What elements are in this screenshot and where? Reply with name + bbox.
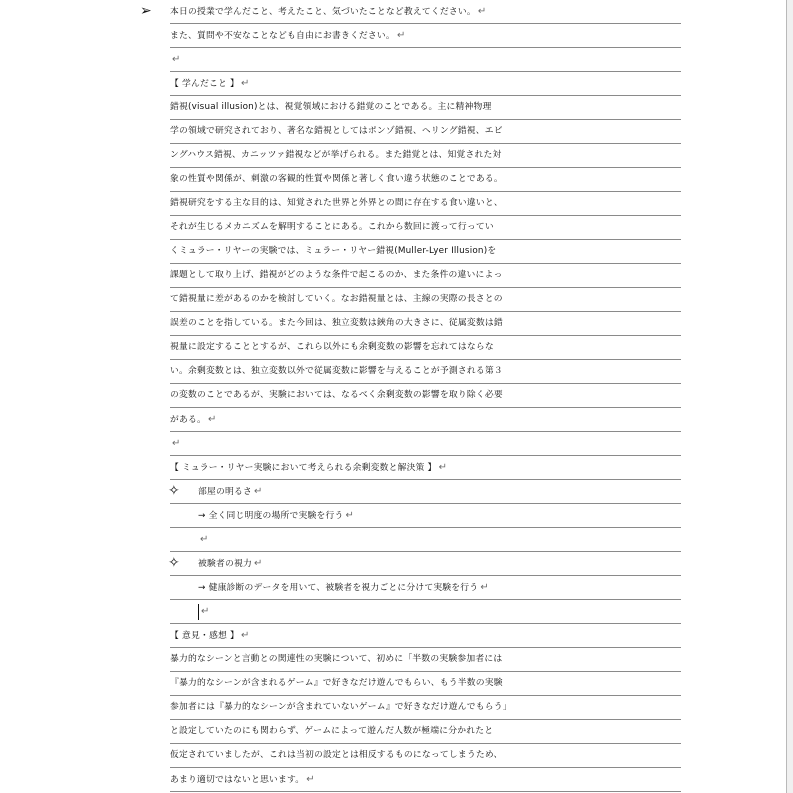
diamond-bullet-icon: ✧ [168, 555, 180, 571]
learned-line[interactable] [170, 96, 681, 120]
question-text-2: また、質問や不安なことなども自由にお書きください。 [170, 31, 395, 41]
opinion-text: 『暴力的なシーンが含まれるゲーム』で好きなだけ遊んでもらい、もう半数の実験 [170, 678, 503, 688]
learned-line[interactable] [170, 168, 681, 192]
paragraph-mark-icon: ↵ [253, 558, 263, 569]
learned-text: の変数のことであるが、実験においては、なるべく余剰変数の影響を取り除く必要 [170, 390, 503, 400]
opinion-line[interactable] [170, 720, 681, 744]
paragraph-mark-icon: ↵ [172, 438, 181, 449]
learned-text: て錯視量に差があるのかを検討していく。なお錯視量とは、主線の実際の長さとの [170, 294, 503, 304]
learned-text: 課題として取り上げ、錯視がどのような条件で起こるのか、また条件の違いによっ [170, 270, 503, 280]
learned-line[interactable] [170, 264, 681, 288]
question-line-2[interactable] [170, 24, 681, 48]
question-text-1: 本日の授業で学んだこと、考えたこと、気づいたことなど教えてください。 [170, 7, 476, 17]
heading-variables-text: 【 ミュラー・リヤー実験において考えられる余剰変数と解決策 】 [170, 463, 437, 473]
learned-line[interactable] [170, 288, 681, 312]
diamond-bullet-icon: ✧ [168, 483, 180, 499]
variable-label: 被験者の視力 [198, 559, 252, 569]
learned-line[interactable] [170, 312, 681, 336]
page-edge [786, 0, 793, 793]
paragraph-mark-icon: ↵ [172, 54, 181, 65]
learned-text: 錯視(visual illusion)とは、視覚領域における錯覚のことである。主に精神物理 [170, 102, 492, 112]
learned-text: ングハウス錯視、カニッツァ錯視などが挙げられる。また錯覚とは、知覚された対 [170, 150, 502, 160]
heading-opinion[interactable] [170, 624, 681, 648]
variable-label: 部屋の明るさ [198, 487, 252, 497]
variable-solution-eyesight[interactable] [170, 576, 681, 600]
learned-line[interactable] [170, 384, 681, 408]
learned-line[interactable] [170, 360, 681, 384]
learned-line[interactable] [170, 192, 681, 216]
opinion-line[interactable] [170, 696, 681, 720]
heading-variables[interactable] [170, 456, 681, 480]
learned-text: 視量に設定することとするが、これら以外にも余剰変数の影響を忘れてはならな [170, 342, 494, 352]
learned-line[interactable] [170, 216, 681, 240]
variable-item-eyesight[interactable] [170, 552, 681, 576]
opinion-text: と設定していたのにも関わらず、ゲームによって遊んだ人数が極端に分かれたと [170, 726, 494, 736]
heading-learned-text: 【 学んだこと 】 [170, 79, 239, 89]
learned-text: 象の性質や関係が、刺激の客観的性質や関係と著しく食い違う状態のことである。 [170, 174, 503, 184]
heading-learned[interactable] [170, 72, 681, 96]
empty-line[interactable] [170, 48, 681, 72]
opinion-line[interactable] [170, 744, 681, 768]
paragraph-mark-icon: ↵ [438, 462, 448, 473]
text-cursor [198, 604, 199, 620]
paragraph-mark-icon: ↵ [208, 414, 217, 425]
paragraph-mark-icon: ↵ [306, 774, 315, 785]
learned-text: 学の領域で研究されており、著名な錯視としてはポンゾ錯視、ヘリング錯視、エビ [170, 126, 503, 136]
learned-text: それが生じるメカニズムを解明することにある。これから数回に渡って行ってい [170, 222, 494, 232]
learned-line[interactable] [170, 408, 681, 432]
arrow-bullet-icon: ➢ [140, 3, 152, 19]
paragraph-mark-icon: ↵ [240, 630, 250, 641]
learned-line[interactable] [170, 144, 681, 168]
opinion-text: 仮定されていましたが、これは当初の設定とは相反するものになってしまうため、 [170, 750, 503, 760]
heading-opinion-text: 【 意見・感想 】 [170, 631, 239, 641]
opinion-line[interactable] [170, 672, 681, 696]
paragraph-mark-icon: ↵ [201, 606, 210, 617]
solution-text: → 健康診断のデータを用いて、被験者を視力ごとに分けて実験を行う [198, 583, 479, 593]
learned-line[interactable] [170, 336, 681, 360]
opinion-text: 参加者には『暴力的なシーンが含まれていないゲーム』で好きなだけ遊んでもらう」 [170, 702, 512, 712]
paragraph-mark-icon: ↵ [345, 510, 355, 521]
learned-text: 誤差のことを指している。また今回は、独立変数は鋏角の大きさに、従属変数は錯 [170, 318, 503, 328]
learned-text: くミュラー・リヤーの実験では、ミュラー・リヤー錯視(Muller-Lyer Illusion)を [170, 246, 497, 256]
learned-text: 錯視研究をする主な目的は、知覚された世界と外界との間に存在する食い違いと、 [170, 198, 503, 208]
document-body[interactable] [140, 0, 681, 792]
solution-text: → 全く同じ明度の場所で実験を行う [198, 511, 344, 521]
learned-line[interactable] [170, 240, 681, 264]
question-line-1[interactable] [140, 0, 681, 24]
opinion-line[interactable] [170, 768, 681, 792]
cursor-line[interactable] [170, 600, 681, 624]
variable-solution-brightness[interactable] [170, 504, 681, 528]
opinion-line[interactable] [170, 648, 681, 672]
empty-line[interactable] [170, 528, 681, 552]
learned-text: がある。 [170, 415, 206, 425]
opinion-text: あまり適切ではないと思います。 [170, 775, 305, 785]
empty-line[interactable] [170, 432, 681, 456]
learned-line[interactable] [170, 120, 681, 144]
paragraph-mark-icon: ↵ [396, 30, 406, 41]
variable-item-brightness[interactable] [170, 480, 681, 504]
paragraph-mark-icon: ↵ [240, 78, 250, 89]
paragraph-mark-icon: ↵ [480, 582, 489, 593]
opinion-text: 暴力的なシーンと言動との関連性の実験について、初めに「半数の実験参加者には [170, 654, 503, 664]
paragraph-mark-icon: ↵ [477, 6, 487, 17]
learned-text: い。余剰変数とは、独立変数以外で従属変数に影響を与えることが予測される第３ [170, 366, 503, 376]
paragraph-mark-icon: ↵ [200, 534, 209, 545]
paragraph-mark-icon: ↵ [253, 486, 263, 497]
